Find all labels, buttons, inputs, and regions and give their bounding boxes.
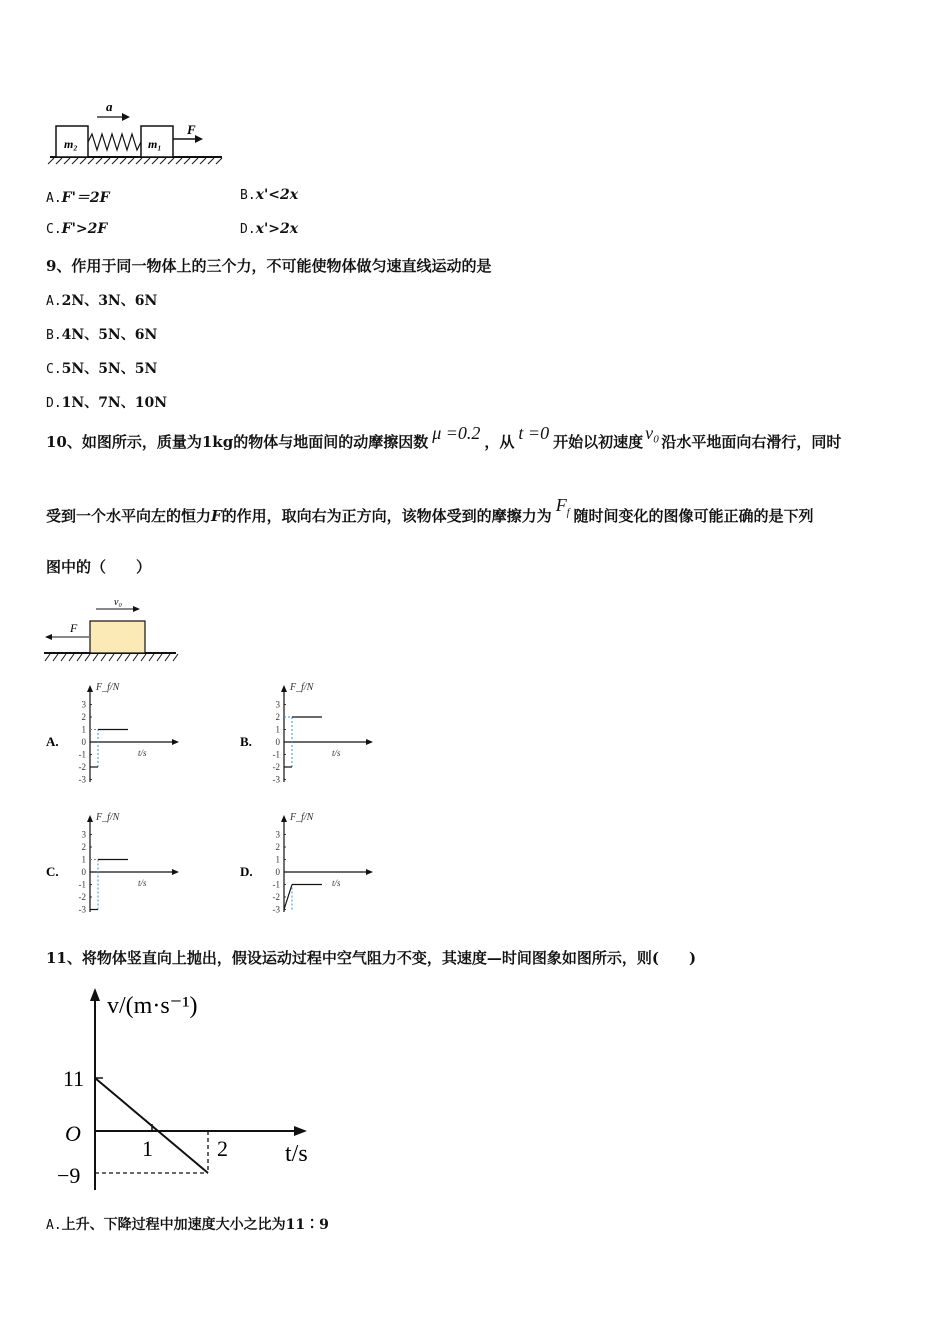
q10-graph-b (238, 678, 378, 788)
y-tick-label: 1 (275, 854, 280, 865)
mu-expression: μ =0.2 (432, 423, 481, 443)
graph-option-label: A. (46, 734, 59, 749)
y-tick-label: 0 (81, 737, 86, 747)
q8-option-d: D.x'>2x (240, 221, 299, 237)
t0-expression: t =0 (518, 423, 550, 443)
ff-axis-label: F_f/N (290, 812, 314, 823)
ff-graph-svg (238, 678, 378, 788)
graph-option-label: C. (46, 864, 59, 879)
q10-stem-line1: 10、如图所示，质量为1kg的物体与地面间的动摩擦因数 μ =0.2 ，从 t =0 开始以初速度 v₀ 沿水平地面向右滑行，同时 (46, 423, 842, 451)
q8-option-a: A.F'＝2F (46, 190, 110, 206)
q8-option-c: C.F'>2F (46, 221, 108, 237)
y-tick-label: 0 (81, 867, 86, 877)
q9-option-a: A.2N、3N、6N (46, 293, 158, 309)
ff-axis-label: F_f/N (96, 682, 120, 693)
y-tick-label: 1 (81, 854, 86, 865)
q9-stem: 9、作用于同一物体上的三个力，不可能使物体做匀速直线运动的是 (46, 257, 492, 275)
block (90, 621, 145, 653)
spring (88, 134, 141, 150)
m1-label: m₁ (148, 137, 162, 151)
q10-stem-line2: 受到一个水平向左的恒力F的作用，取向右为正方向，该物体受到的摩擦力为$F_f$ 随时间变化的图像可能正确的是下列 (46, 495, 814, 525)
ff-graph-svg (44, 808, 184, 918)
y-axis-label: v/(m·s⁻¹) (107, 993, 198, 1019)
ff-axis-label: F_f/N (96, 812, 120, 823)
y-tick-label: 3 (275, 829, 280, 840)
y-tick-label: -3 (78, 904, 86, 915)
ff-graph-svg (238, 808, 378, 918)
y-tick-label: -1 (78, 879, 86, 890)
q10-graph-c (44, 808, 184, 918)
force-label: F (187, 122, 196, 137)
q9-option-b: B.4N、5N、6N (46, 327, 158, 343)
time-axis-label: t/s (138, 748, 147, 758)
time-axis-label: t/s (332, 878, 341, 888)
y-tick-label: 2 (81, 842, 86, 852)
x-tick-2: 2 (217, 1136, 228, 1161)
time-axis-label: t/s (332, 748, 341, 758)
origin-label: O (65, 1121, 81, 1146)
ff-axis-label: F_f/N (290, 682, 314, 693)
y-tick-label: -2 (272, 892, 280, 902)
graph-option-label: B. (240, 734, 252, 749)
time-axis-label: t/s (138, 878, 147, 888)
y-tick-label: 2 (81, 712, 86, 722)
q9-option-c: C.5N、5N、5N (46, 361, 158, 377)
y-tick-label: -2 (78, 762, 86, 772)
y-tick-label: -3 (272, 904, 280, 915)
q9-option-d: D.1N、7N、10N (46, 395, 168, 411)
y-tick-label: -2 (272, 762, 280, 772)
v0-label: v₀ (114, 597, 122, 608)
q10-graph-a (44, 678, 184, 788)
y-tick-label: 2 (275, 842, 280, 852)
y-tick-label: 3 (275, 699, 280, 710)
q10-graph-d (238, 808, 378, 918)
y-tick-label: 1 (81, 724, 86, 735)
m2-label: m₂ (64, 137, 78, 151)
q11-vt-graph (55, 985, 335, 1200)
spring-mass-figure (40, 98, 230, 168)
y-tick-label: -1 (272, 879, 280, 890)
y-tick-label: 2 (275, 712, 280, 722)
q10-stem-line3: 图中的（ ） (46, 558, 152, 576)
graph-option-label: D. (240, 864, 253, 879)
y-tick-label: 0 (275, 867, 280, 877)
block-friction-figure (42, 592, 182, 667)
q11-stem: 11、将物体竖直向上抛出，假设运动过程中空气阻力不变，其速度—时间图象如图所示，则( ) (46, 949, 697, 967)
q8-option-b: B.x'<2x (240, 187, 299, 203)
ff-symbol: $F_f$ (555, 495, 570, 519)
y-tick-label: 1 (275, 724, 280, 735)
y-tick-label: -3 (78, 774, 86, 785)
y-tick-label: 3 (81, 829, 86, 840)
y-tick-label: 0 (275, 737, 280, 747)
y-tick-label: -2 (78, 892, 86, 902)
ff-graph-svg (44, 678, 184, 788)
f-label: F (70, 621, 78, 635)
q11-option-a: A.上升、下降过程中加速度大小之比为11∶9 (46, 1217, 329, 1233)
x-tick-1: 1 (142, 1136, 153, 1161)
accel-label: a (106, 99, 113, 114)
v0-symbol: v₀ (645, 423, 660, 443)
y-tick-label: 3 (81, 699, 86, 710)
y-tick-label: -1 (78, 749, 86, 760)
y-tick-11: 11 (63, 1066, 85, 1091)
y-tick-neg9: −9 (57, 1163, 81, 1188)
y-tick-label: -3 (272, 774, 280, 785)
x-axis-label: t/s (285, 1141, 308, 1167)
y-tick-label: -1 (272, 749, 280, 760)
